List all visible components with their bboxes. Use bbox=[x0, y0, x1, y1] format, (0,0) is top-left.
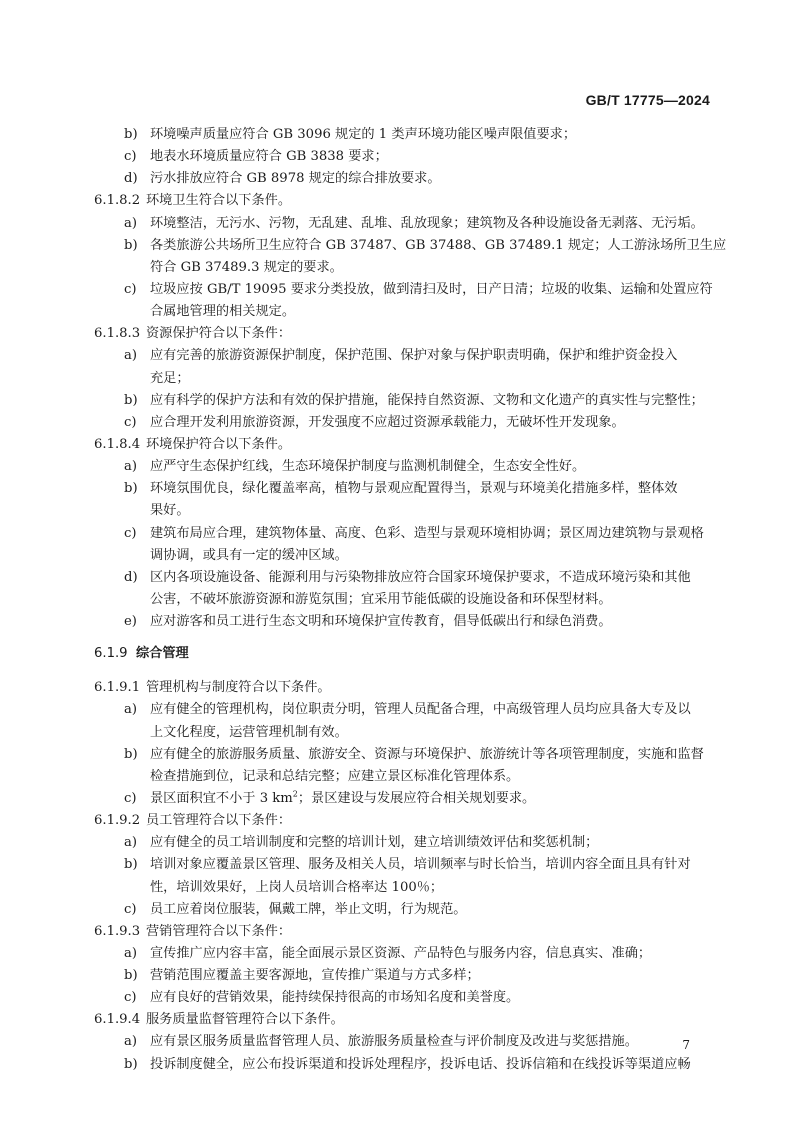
clause-number: 6.1.8.2 bbox=[94, 193, 141, 209]
list-item-text: 应有科学的保护方法和有效的保护措施，能保持自然资源、文物和文化遗产的真实性与完整性； bbox=[150, 392, 704, 408]
list-item bbox=[84, 213, 710, 235]
list-marker: b) bbox=[124, 237, 138, 253]
list-marker: a) bbox=[124, 348, 138, 364]
list-item-text: 应有健全的管理机构，岗位职责分明，管理人员配备合理，中高级管理人员均应具备大专及以 bbox=[150, 702, 691, 718]
list-item bbox=[84, 124, 710, 146]
list-item-text: 各类旅游公共场所卫生应符合 GB 37487、GB 37488、GB 37489.1 规定；人工游泳场所卫生应 bbox=[150, 237, 727, 253]
list-item-continuation: 符合 GB 37489.3 规定的要求。 bbox=[150, 259, 343, 275]
list-item-text: 区内各项设施设备、能源利用与污染物排放应符合国家环境保护要求，不造成环境污染和其他 bbox=[150, 569, 691, 585]
list-item-text: 环境整洁，无污水、污物，无乱建、乱堆、乱放现象；建筑物及各种设施设备无剥落、无污垢。 bbox=[150, 215, 704, 231]
clause-heading bbox=[84, 323, 710, 345]
list-item-continuation: 检查措施到位，记录和总结完整；应建立景区标准化管理体系。 bbox=[150, 768, 520, 784]
list-item bbox=[84, 235, 727, 257]
list-marker: c) bbox=[124, 281, 137, 297]
list-item-text: 垃圾应按 GB/T 19095 要求分类投放，做到清扫及时，日产日清；垃圾的收集、运输和处置应符 bbox=[150, 281, 713, 297]
list-item-continuation: 性，培训效果好，上岗人员培训合格率达 100％； bbox=[150, 879, 444, 895]
clause-number: 6.1.9.1 bbox=[94, 680, 141, 696]
list-item bbox=[84, 899, 710, 921]
list-marker: b) bbox=[124, 481, 138, 497]
list-item-continuation: 充足； bbox=[150, 370, 190, 386]
list-marker: b) bbox=[124, 127, 138, 142]
list-item-text: 应合理开发利用旅游资源，开发强度不应超过资源承载能力，无破坏性开发现象。 bbox=[150, 414, 625, 430]
list-marker: a) bbox=[124, 1034, 138, 1050]
list-marker: a) bbox=[124, 702, 138, 718]
clause-number: 6.1.9.4 bbox=[94, 1012, 141, 1028]
list-marker: c) bbox=[124, 149, 137, 165]
list-item-continuation: 调协调，或具有一定的缓冲区域。 bbox=[150, 547, 348, 563]
list-item bbox=[84, 523, 710, 545]
list-marker: c) bbox=[124, 901, 137, 917]
list-item-text: 员工应着岗位服装，佩戴工牌，举止文明，行为规范。 bbox=[150, 901, 467, 917]
clause-heading bbox=[84, 810, 710, 832]
list-item-text: 应有健全的员工培训制度和完整的培训计划，建立培训绩效评估和奖惩机制； bbox=[150, 835, 599, 851]
list-item-continuation: 合属地管理的相关规定。 bbox=[150, 304, 296, 320]
clause-number: 6.1.9.2 bbox=[94, 813, 141, 829]
list-marker: a) bbox=[124, 835, 138, 851]
list-item bbox=[84, 987, 710, 1009]
clause-title: 环境卫生符合以下条件。 bbox=[146, 193, 292, 209]
list-marker: d) bbox=[124, 171, 138, 187]
list-item-text: 应有完善的旅游资源保护制度，保护范围、保护对象与保护职责明确，保护和维护资金投入 bbox=[150, 348, 678, 364]
unit-superscript: 2 bbox=[292, 789, 298, 799]
section-heading bbox=[84, 641, 710, 667]
list-item-continuation: 果好。 bbox=[150, 503, 190, 519]
list-item bbox=[84, 699, 710, 721]
list-item bbox=[84, 146, 710, 168]
clause-title: 服务质量监督管理符合以下条件。 bbox=[146, 1012, 344, 1028]
list-item bbox=[84, 854, 710, 876]
list-item-continuation: 公害，不破坏旅游资源和游览氛围；宜采用节能低碳的设施设备和环保型材料。 bbox=[150, 591, 612, 607]
list-item-text: 建筑布局应合理，建筑物体量、高度、色彩、造型与景观环境相协调；景区周边建筑物与景观格 bbox=[150, 525, 704, 541]
clause-title: 管理机构与制度符合以下条件。 bbox=[146, 680, 331, 696]
list-marker: b) bbox=[124, 968, 138, 984]
list-item-text: 景区面积宜不小于 3 km bbox=[150, 790, 293, 806]
list-item-text-after: ；景区建设与发展应符合相关规划要求。 bbox=[297, 790, 536, 806]
list-marker: d) bbox=[124, 569, 138, 585]
list-marker: b) bbox=[124, 392, 138, 408]
clause-title: 资源保护符合以下条件： bbox=[146, 326, 292, 342]
list-item bbox=[84, 744, 710, 766]
clause-number: 6.1.9.3 bbox=[94, 923, 141, 939]
list-item bbox=[84, 390, 710, 412]
clause-heading bbox=[84, 677, 710, 699]
list-item bbox=[84, 611, 710, 633]
clause-number: 6.1.8.3 bbox=[94, 326, 141, 342]
list-item bbox=[84, 456, 710, 478]
list-marker: b) bbox=[124, 746, 138, 762]
list-item-text: 应对游客和员工进行生态文明和环境保护宣传教育，倡导低碳出行和绿色消费。 bbox=[150, 614, 612, 630]
clause-heading bbox=[84, 921, 710, 943]
list-item-text: 应严守生态保护红线，生态环境保护制度与监测机制健全，生态安全性好。 bbox=[150, 459, 586, 475]
list-item bbox=[84, 345, 710, 367]
list-item-text: 应有健全的旅游服务质量、旅游安全、资源与环境保护、旅游统计等各项管理制度，实施和监督 bbox=[150, 746, 704, 762]
list-marker: b) bbox=[124, 1056, 138, 1072]
list-marker: a) bbox=[124, 945, 138, 961]
list-marker: a) bbox=[124, 459, 138, 475]
list-item-text: 环境噪声质量应符合 GB 3096 规定的 1 类声环境功能区噪声限值要求； bbox=[150, 127, 577, 142]
document-body bbox=[84, 124, 727, 1076]
clause-heading bbox=[84, 434, 710, 456]
list-item-text: 地表水环境质量应符合 GB 3838 要求； bbox=[150, 149, 388, 165]
list-item-text: 培训对象应覆盖景区管理、服务及相关人员，培训频率与时长恰当，培训内容全面且具有针对 bbox=[150, 857, 691, 873]
list-marker: c) bbox=[124, 990, 137, 1006]
list-item-text: 投诉制度健全，应公布投诉渠道和投诉处理程序，投诉电话、投诉信箱和在线投诉等渠道应畅 bbox=[150, 1056, 691, 1072]
page-number: 7 bbox=[682, 1038, 690, 1052]
list-item bbox=[84, 1031, 710, 1053]
standard-number: GB/T 17775—2024 bbox=[585, 92, 710, 108]
list-marker: c) bbox=[124, 790, 137, 806]
list-item bbox=[84, 567, 710, 589]
list-item bbox=[84, 943, 710, 965]
list-item bbox=[84, 279, 713, 301]
list-item-text: 应有景区服务质量监督管理人员、旅游服务质量检查与评价制度及改进与奖惩措施。 bbox=[150, 1034, 638, 1050]
clause-number: 6.1.9 bbox=[94, 646, 128, 662]
list-item-text: 营销范围应覆盖主要客源地，宣传推广渠道与方式多样； bbox=[150, 968, 480, 984]
list-item-text: 污水排放应符合 GB 8978 规定的综合排放要求。 bbox=[150, 171, 441, 187]
list-item-text: 环境氛围优良，绿化覆盖率高，植物与景观应配置得当，景观与环境美化措施多样，整体效 bbox=[150, 481, 678, 497]
list-item bbox=[84, 478, 710, 500]
list-marker: c) bbox=[124, 525, 137, 541]
list-item bbox=[84, 965, 710, 987]
list-item-text: 宣传推广应内容丰富，能全面展示景区资源、产品特色与服务内容，信息真实、准确； bbox=[150, 945, 652, 961]
list-item-text: 应有良好的营销效果，能持续保持很高的市场知名度和美誉度。 bbox=[150, 990, 520, 1006]
clause-title: 营销管理符合以下条件： bbox=[146, 923, 292, 939]
list-item bbox=[84, 788, 710, 810]
clause-heading bbox=[84, 1009, 710, 1031]
list-marker: b) bbox=[124, 857, 138, 873]
clause-number: 6.1.8.4 bbox=[94, 436, 141, 452]
list-item bbox=[84, 832, 710, 854]
list-item bbox=[84, 168, 710, 190]
clause-title: 环境保护符合以下条件。 bbox=[146, 436, 292, 452]
clause-heading bbox=[84, 190, 710, 212]
list-marker: a) bbox=[124, 215, 138, 231]
clause-title: 综合管理 bbox=[136, 646, 189, 662]
list-marker: e) bbox=[124, 614, 137, 630]
list-item bbox=[84, 412, 710, 434]
list-marker: c) bbox=[124, 414, 137, 430]
clause-title: 员工管理符合以下条件： bbox=[146, 813, 292, 829]
list-item-continuation: 上文化程度，运营管理机制有效。 bbox=[150, 724, 348, 740]
list-item bbox=[84, 1054, 710, 1076]
